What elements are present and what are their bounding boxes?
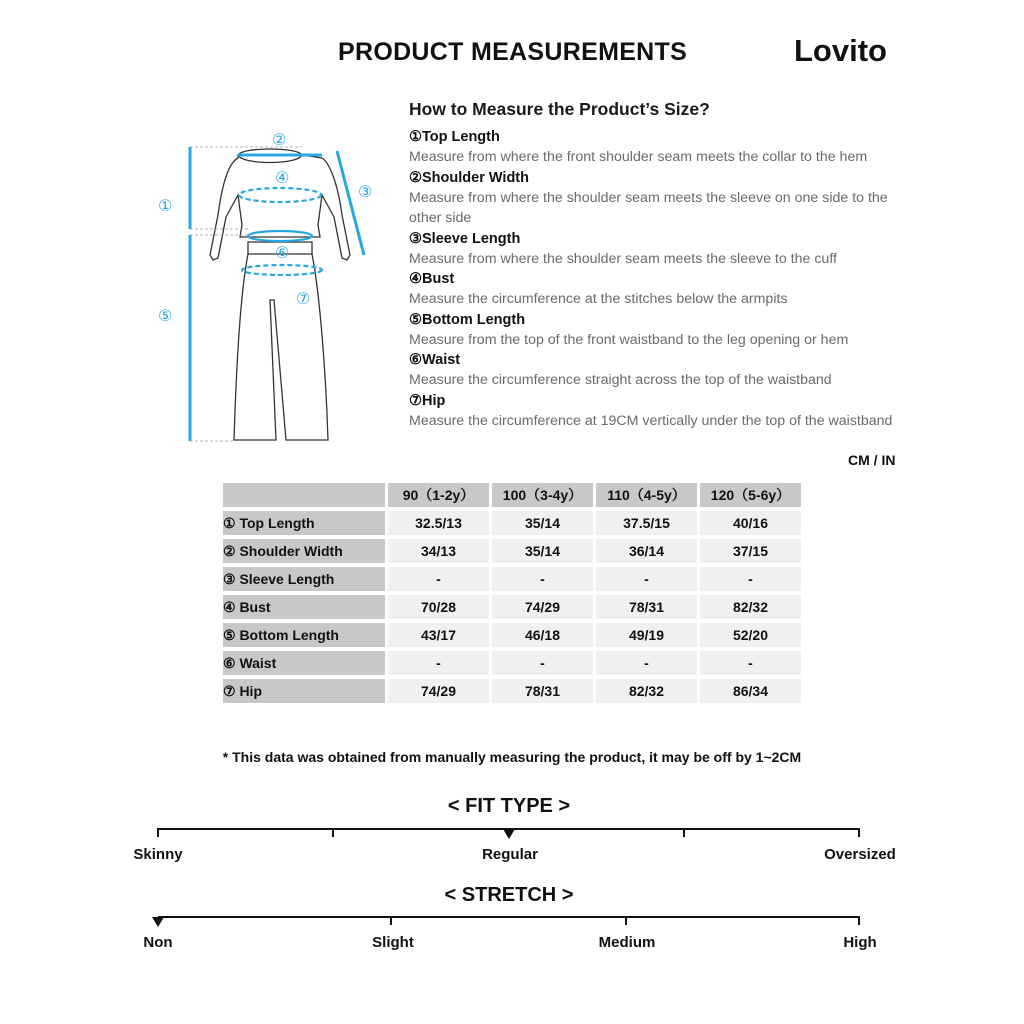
instruction-label: ④Bust	[409, 271, 455, 287]
column-header: 100（3-4y）	[492, 483, 593, 507]
row-header: ⑤ Bottom Length	[223, 623, 385, 647]
table-cell: 74/29	[388, 679, 489, 703]
table-corner-cell	[223, 483, 385, 507]
instruction-desc: Measure from where the shoulder seam meets the sleeve on one side to the other side	[409, 189, 888, 226]
brand-logo: Lovito	[794, 33, 887, 68]
table-cell: 37.5/15	[596, 511, 697, 535]
row-header: ④ Bust	[223, 595, 385, 619]
fit-type-label-skinny: Skinny	[133, 846, 183, 863]
stretch-label-slight: Slight	[372, 934, 414, 951]
table-cell: 35/14	[492, 511, 593, 535]
table-row	[223, 595, 801, 619]
table-row	[223, 679, 801, 703]
instruction-list	[409, 127, 899, 431]
page-title: PRODUCT MEASUREMENTS	[338, 38, 688, 66]
table-cell: 70/28	[388, 595, 489, 619]
table-row	[223, 623, 801, 647]
instruction-label: ⑦Hip	[409, 392, 446, 409]
table-cell: 86/34	[700, 679, 801, 703]
stretch-label-medium: Medium	[598, 934, 656, 951]
unit-label: CM / IN	[848, 452, 896, 468]
instruction-bust	[409, 269, 899, 310]
table-row	[223, 567, 801, 591]
instruction-desc: Measure from where the shoulder seam meets the sleeve to the cuff	[409, 250, 837, 267]
fit-type-tick	[858, 828, 860, 837]
measurement-diagram	[150, 125, 390, 450]
instruction-label: ③Sleeve Length	[409, 230, 521, 247]
instruction-bottom-length	[409, 310, 899, 351]
row-header: ① Top Length	[223, 511, 385, 535]
instruction-desc: Measure the circumference at 19CM vertically under the top of the waistband	[409, 412, 893, 429]
fit-type-label-regular: Regular	[482, 846, 538, 863]
measurement-note: * This data was obtained from manually measuring the product, it may be off by 1~2CM	[222, 749, 802, 765]
table-cell: 82/32	[700, 595, 801, 619]
instruction-shoulder-width	[409, 168, 899, 229]
table-cell: 43/17	[388, 623, 489, 647]
table-cell: -	[700, 567, 801, 591]
column-header: 90（1-2y）	[388, 483, 489, 507]
table-cell: -	[700, 651, 801, 675]
table-cell: 34/13	[388, 539, 489, 563]
table-cell: 37/15	[700, 539, 801, 563]
fit-type-tick	[332, 828, 334, 837]
table-cell: -	[388, 567, 489, 591]
table-cell: -	[596, 567, 697, 591]
instruction-desc: Measure from the top of the front waistband to the leg opening or hem	[409, 331, 849, 348]
table-cell: 36/14	[596, 539, 697, 563]
table-row	[223, 651, 801, 675]
instruction-hip	[409, 391, 899, 432]
table-row	[223, 511, 801, 535]
instruction-label: ②Shoulder Width	[409, 169, 529, 186]
fit-type-tick	[157, 828, 159, 837]
table-cell: 78/31	[492, 679, 593, 703]
marker-3: ③	[358, 182, 373, 201]
table-cell: 46/18	[492, 623, 593, 647]
instruction-top-length	[409, 127, 899, 168]
instruction-desc: Measure from where the front shoulder seam meets the collar to the hem	[409, 149, 868, 165]
stretch-label-non: Non	[143, 934, 173, 951]
marker-7: ⑦	[296, 289, 311, 308]
stretch-indicator-icon	[152, 917, 164, 927]
instruction-waist	[409, 350, 899, 391]
marker-2: ②	[272, 130, 287, 149]
column-header: 110（4-5y）	[596, 483, 697, 507]
table-cell: 52/20	[700, 623, 801, 647]
fit-type-indicator-icon	[503, 829, 515, 839]
instruction-desc: Measure the circumference straight across the top of the waistband	[409, 372, 832, 388]
row-header: ③ Sleeve Length	[223, 567, 385, 591]
table-row	[223, 539, 801, 563]
table-cell: 32.5/13	[388, 511, 489, 535]
marker-5: ⑤	[158, 306, 173, 325]
table-cell: 49/19	[596, 623, 697, 647]
row-header: ⑥ Waist	[223, 651, 385, 675]
instruction-desc: Measure the circumference at the stitches below the armpits	[409, 291, 788, 307]
table-cell: -	[388, 651, 489, 675]
stretch-tick	[390, 916, 392, 925]
table-cell: -	[492, 651, 593, 675]
stretch-title: < STRETCH >	[444, 884, 574, 906]
instruction-sleeve-length	[409, 229, 899, 270]
size-table	[220, 479, 804, 707]
column-header: 120（5-6y）	[700, 483, 801, 507]
row-header: ② Shoulder Width	[223, 539, 385, 563]
fit-type-label-oversized: Oversized	[824, 846, 896, 863]
stretch-tick	[858, 916, 860, 925]
marker-4: ④	[275, 168, 290, 187]
table-cell: 78/31	[596, 595, 697, 619]
marker-1: ①	[158, 196, 173, 215]
instruction-label: ⑤Bottom Length	[409, 311, 526, 328]
fit-type-tick	[683, 828, 685, 837]
table-cell: 82/32	[596, 679, 697, 703]
marker-6: ⑥	[275, 243, 290, 262]
fit-type-title: < FIT TYPE >	[447, 795, 571, 817]
stretch-tick	[625, 916, 627, 925]
row-header: ⑦ Hip	[223, 679, 385, 703]
instruction-label: ⑥Waist	[409, 352, 461, 368]
table-cell: 40/16	[700, 511, 801, 535]
stretch-label-high: High	[843, 934, 877, 951]
table-header-row	[223, 483, 801, 507]
stretch-scale-line	[158, 916, 860, 918]
table-cell: 35/14	[492, 539, 593, 563]
instruction-label: ①Top Length	[409, 129, 500, 145]
guide-title: How to Measure the Product’s Size?	[409, 99, 710, 119]
table-cell: -	[492, 567, 593, 591]
table-cell: 74/29	[492, 595, 593, 619]
table-cell: -	[596, 651, 697, 675]
